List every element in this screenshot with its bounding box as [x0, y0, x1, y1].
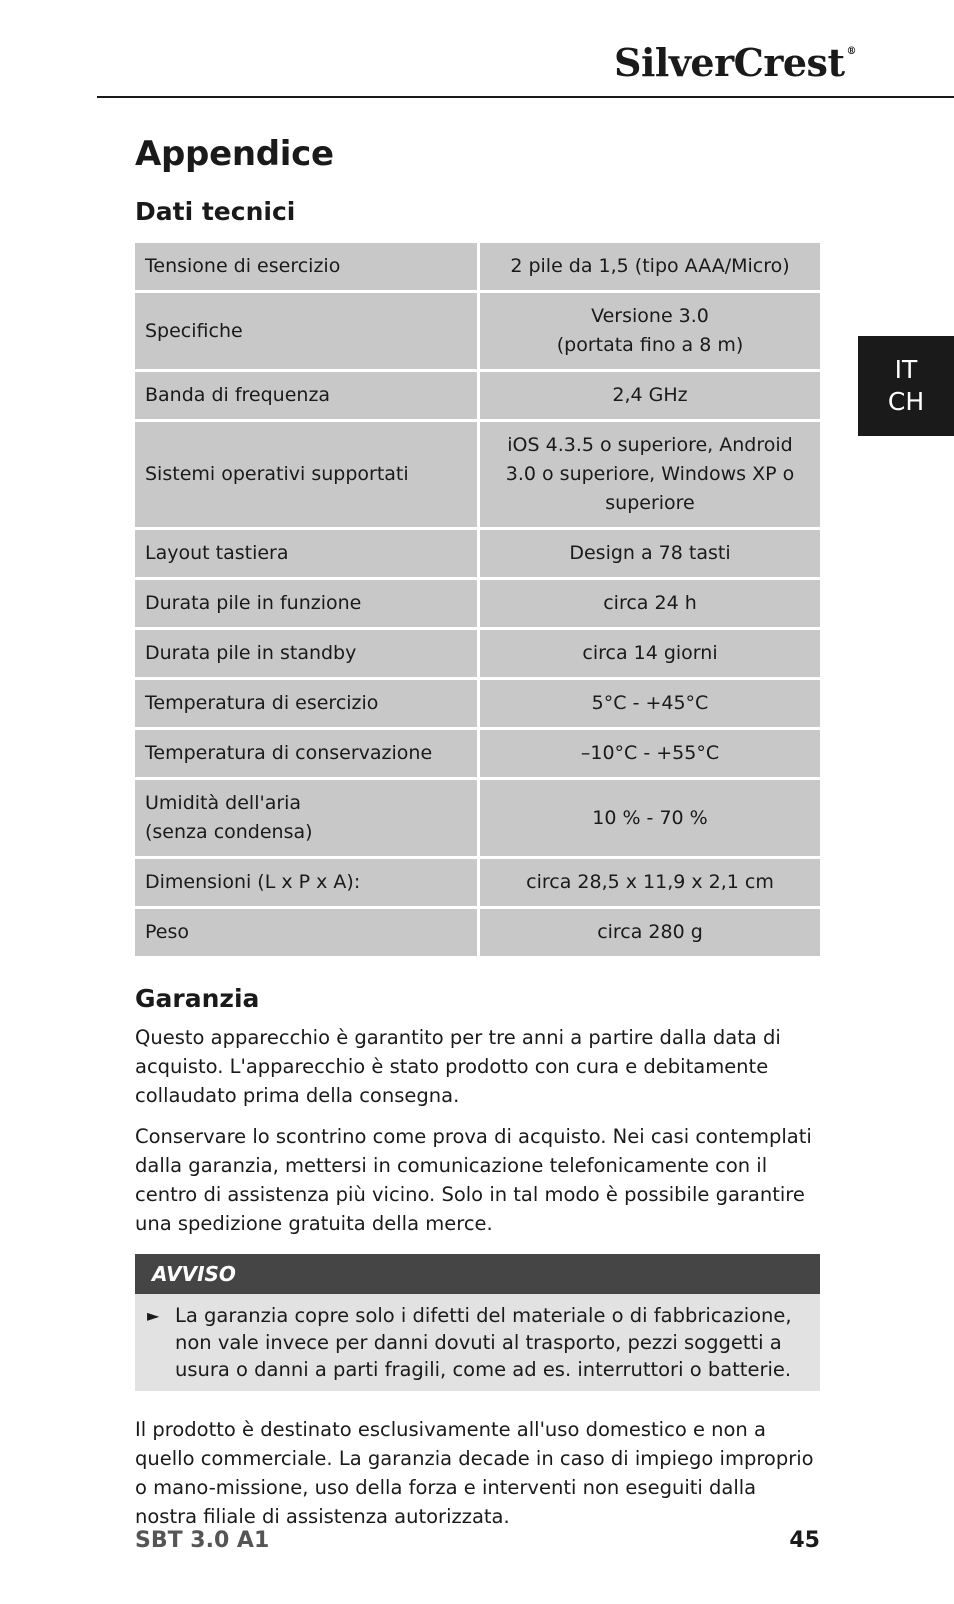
- spec-value: –10°C - +55°C: [480, 730, 820, 780]
- spec-value: 2,4 GHz: [480, 372, 820, 422]
- spec-value: Design a 78 tasti: [480, 530, 820, 580]
- brand-name: SilverCrest: [614, 40, 845, 85]
- spec-label: Tensione di esercizio: [135, 243, 480, 293]
- spec-label: Temperatura di esercizio: [135, 680, 480, 730]
- spec-label: Umidità dell'aria (senza condensa): [135, 780, 480, 859]
- spec-value: 5°C - +45°C: [480, 680, 820, 730]
- bullet-arrow-icon: ►: [147, 1306, 160, 1325]
- table-row: [135, 422, 820, 530]
- table-row: [135, 909, 820, 959]
- notice-body: [135, 1294, 820, 1391]
- spec-label: Peso: [135, 909, 480, 959]
- header-rule: [97, 96, 954, 98]
- spec-label: Layout tastiera: [135, 530, 480, 580]
- table-row: [135, 293, 820, 372]
- specs-table-body: [135, 243, 820, 959]
- language-tab: [858, 336, 954, 436]
- table-row: [135, 680, 820, 730]
- spec-value: 10 % - 70 %: [480, 780, 820, 859]
- spec-label: Sistemi operativi supportati: [135, 422, 480, 530]
- spec-label: Durata pile in funzione: [135, 580, 480, 630]
- spec-value: circa 28,5 x 11,9 x 2,1 cm: [480, 859, 820, 909]
- warranty-paragraph-1: Questo apparecchio è garantito per tre anni a partire dalla data di acquisto. L'apparecchio è stato prodotto con cura e debitamente collaudato prima della consegna.: [135, 1026, 781, 1107]
- table-row: [135, 780, 820, 859]
- spec-label: Banda di frequenza: [135, 372, 480, 422]
- brand-logo: [614, 40, 856, 85]
- spec-value: 2 pile da 1,5 (tipo AAA/Micro): [480, 243, 820, 293]
- warranty-heading: Garanzia: [135, 984, 260, 1013]
- table-row: [135, 243, 820, 293]
- spec-label: Specifiche: [135, 293, 480, 372]
- spec-value: iOS 4.3.5 o superiore, Android 3.0 o superiore, Windows XP o superiore: [480, 422, 820, 530]
- table-row: [135, 580, 820, 630]
- specs-table: [135, 243, 820, 959]
- page-title: Appendice: [135, 134, 334, 174]
- spec-value: circa 24 h: [480, 580, 820, 630]
- table-row: [135, 859, 820, 909]
- warranty-paragraph-3: Il prodotto è destinato esclusivamente all'uso domestico e non a quello commerciale. La garanzia decade in caso di impiego improprio o mano-missione, uso della forza e interventi non eseguiti dalla nostra filiale di assistenza autorizzata.: [135, 1418, 814, 1528]
- spec-label: Dimensioni (L x P x A):: [135, 859, 480, 909]
- warranty-paragraph-2: Conservare lo scontrino come prova di acquisto. Nei casi contemplati dalla garanzia, mettersi in comunicazione telefonicamente con il centro di assistenza più vicino. Solo in tal modo è possibile garantire una spedizione gratuita della merce.: [135, 1125, 812, 1235]
- spec-value: Versione 3.0 (portata fino a 8 m): [480, 293, 820, 372]
- spec-label: Temperatura di conservazione: [135, 730, 480, 780]
- table-row: [135, 530, 820, 580]
- registered-mark: ®: [846, 46, 856, 57]
- notice-text: La garanzia copre solo i difetti del materiale o di fabbricazione, non vale invece per danni dovuti al trasporto, pezzi soggetti a usura o danni a parti fragili, come ad es. interruttori o batterie.: [175, 1304, 792, 1381]
- spec-value: circa 14 giorni: [480, 630, 820, 680]
- spec-label: Durata pile in standby: [135, 630, 480, 680]
- specs-heading: Dati tecnici: [135, 197, 296, 226]
- table-row: [135, 730, 820, 780]
- page-number: 45: [789, 1528, 820, 1553]
- table-row: [135, 372, 820, 422]
- spec-value: circa 280 g: [480, 909, 820, 959]
- notice-box: [135, 1254, 820, 1391]
- language-tab-line-2: CH: [887, 387, 925, 416]
- main-content: [135, 128, 820, 1543]
- footer-model: SBT 3.0 A1: [135, 1528, 270, 1553]
- table-row: [135, 630, 820, 680]
- language-tab-line-1: IT: [894, 355, 918, 384]
- notice-title: AVVISO: [135, 1254, 820, 1294]
